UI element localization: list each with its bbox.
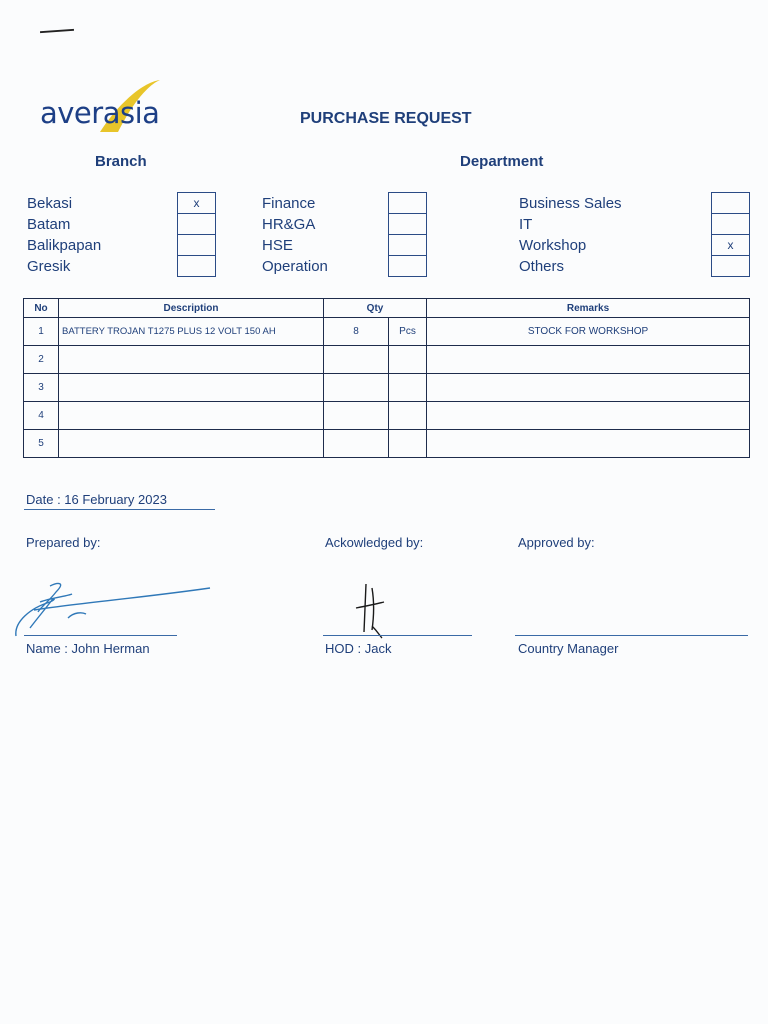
cell-qty[interactable] <box>324 374 389 402</box>
branch-checkbox-gresik[interactable] <box>177 255 216 277</box>
cell-no: 4 <box>24 402 59 430</box>
dept-label-hse: HSE <box>262 237 293 254</box>
acknowledged-name: HOD : Jack <box>325 641 392 656</box>
header-remarks: Remarks <box>427 299 750 318</box>
branch-label-batam: Batam <box>27 216 71 233</box>
dept-checkbox-workshop[interactable]: x <box>711 234 750 256</box>
logo-text: averasia <box>40 96 160 130</box>
acknowledged-signature-line <box>323 635 472 636</box>
cell-unit[interactable] <box>389 346 427 374</box>
branch-heading: Branch <box>95 153 147 170</box>
table-header-row <box>24 299 750 318</box>
approved-by-label: Approved by: <box>518 535 595 550</box>
date-field[interactable]: Date : 16 February 2023 <box>26 492 167 507</box>
cell-remarks[interactable] <box>427 430 750 458</box>
pencil-mark <box>40 29 74 33</box>
cell-remarks[interactable] <box>427 402 750 430</box>
cell-remarks[interactable] <box>427 346 750 374</box>
dept-label-it: IT <box>519 216 533 233</box>
cell-qty[interactable]: 8 <box>324 318 389 346</box>
dept-checkbox-business-sales[interactable] <box>711 192 750 214</box>
prepared-by-label: Prepared by: <box>26 535 101 550</box>
branch-checkbox-batam[interactable] <box>177 213 216 235</box>
dept-label-business-sales: Business Sales <box>519 195 622 212</box>
cell-unit[interactable] <box>389 430 427 458</box>
cell-description[interactable] <box>59 346 324 374</box>
acknowledged-signature-icon <box>352 580 392 640</box>
header-qty: Qty <box>324 299 427 318</box>
prepared-signature-icon <box>10 572 220 642</box>
dept-checkbox-hse[interactable] <box>388 234 427 256</box>
header-no: No <box>24 299 59 318</box>
cell-unit[interactable] <box>389 374 427 402</box>
dept-label-workshop: Workshop <box>519 237 587 254</box>
dept-checkbox-it[interactable] <box>711 213 750 235</box>
cell-description[interactable]: BATTERY TROJAN T1275 PLUS 12 VOLT 150 AH <box>59 318 324 346</box>
dept-checkbox-hrga[interactable] <box>388 213 427 235</box>
dept-checkbox-others[interactable] <box>711 255 750 277</box>
branch-label-bekasi: Bekasi <box>27 195 73 212</box>
cell-remarks[interactable] <box>427 374 750 402</box>
branch-label-balikpapan: Balikpapan <box>27 237 102 254</box>
cell-qty[interactable] <box>324 402 389 430</box>
table-row <box>24 318 750 346</box>
header-description: Description <box>59 299 324 318</box>
cell-no: 3 <box>24 374 59 402</box>
cell-remarks[interactable]: STOCK FOR WORKSHOP <box>427 318 750 346</box>
date-underline <box>24 509 215 510</box>
department-heading: Department <box>460 153 544 170</box>
cell-no: 2 <box>24 346 59 374</box>
table-row <box>24 402 750 430</box>
company-logo <box>38 74 178 134</box>
approved-signature-line <box>515 635 748 636</box>
table-row <box>24 374 750 402</box>
dept-checkbox-operation[interactable] <box>388 255 427 277</box>
acknowledged-by-label: Ackowledged by: <box>325 535 424 550</box>
branch-label-gresik: Gresik <box>27 258 71 275</box>
cell-no: 1 <box>24 318 59 346</box>
dept-label-operation: Operation <box>262 258 328 275</box>
items-table <box>23 298 750 458</box>
cell-qty[interactable] <box>324 430 389 458</box>
prepared-signature-line <box>24 635 177 636</box>
branch-options <box>27 193 101 277</box>
prepared-name: Name : John Herman <box>26 641 150 656</box>
dept-checkbox-finance[interactable] <box>388 192 427 214</box>
approved-name: Country Manager <box>518 641 619 656</box>
branch-checkbox-bekasi[interactable]: x <box>177 192 216 214</box>
cell-unit[interactable] <box>389 402 427 430</box>
cell-unit[interactable]: Pcs <box>389 318 427 346</box>
cell-description[interactable] <box>59 430 324 458</box>
dept-label-finance: Finance <box>262 195 316 212</box>
branch-checkbox-balikpapan[interactable] <box>177 234 216 256</box>
page-title: PURCHASE REQUEST <box>300 110 472 127</box>
dept-label-others: Others <box>519 258 565 275</box>
table-row <box>24 346 750 374</box>
department-options-col2 <box>519 193 622 277</box>
department-options-col1 <box>262 193 328 277</box>
cell-description[interactable] <box>59 374 324 402</box>
cell-qty[interactable] <box>324 346 389 374</box>
dept-label-hrga: HR&GA <box>262 216 316 233</box>
cell-description[interactable] <box>59 402 324 430</box>
cell-no: 5 <box>24 430 59 458</box>
table-row <box>24 430 750 458</box>
